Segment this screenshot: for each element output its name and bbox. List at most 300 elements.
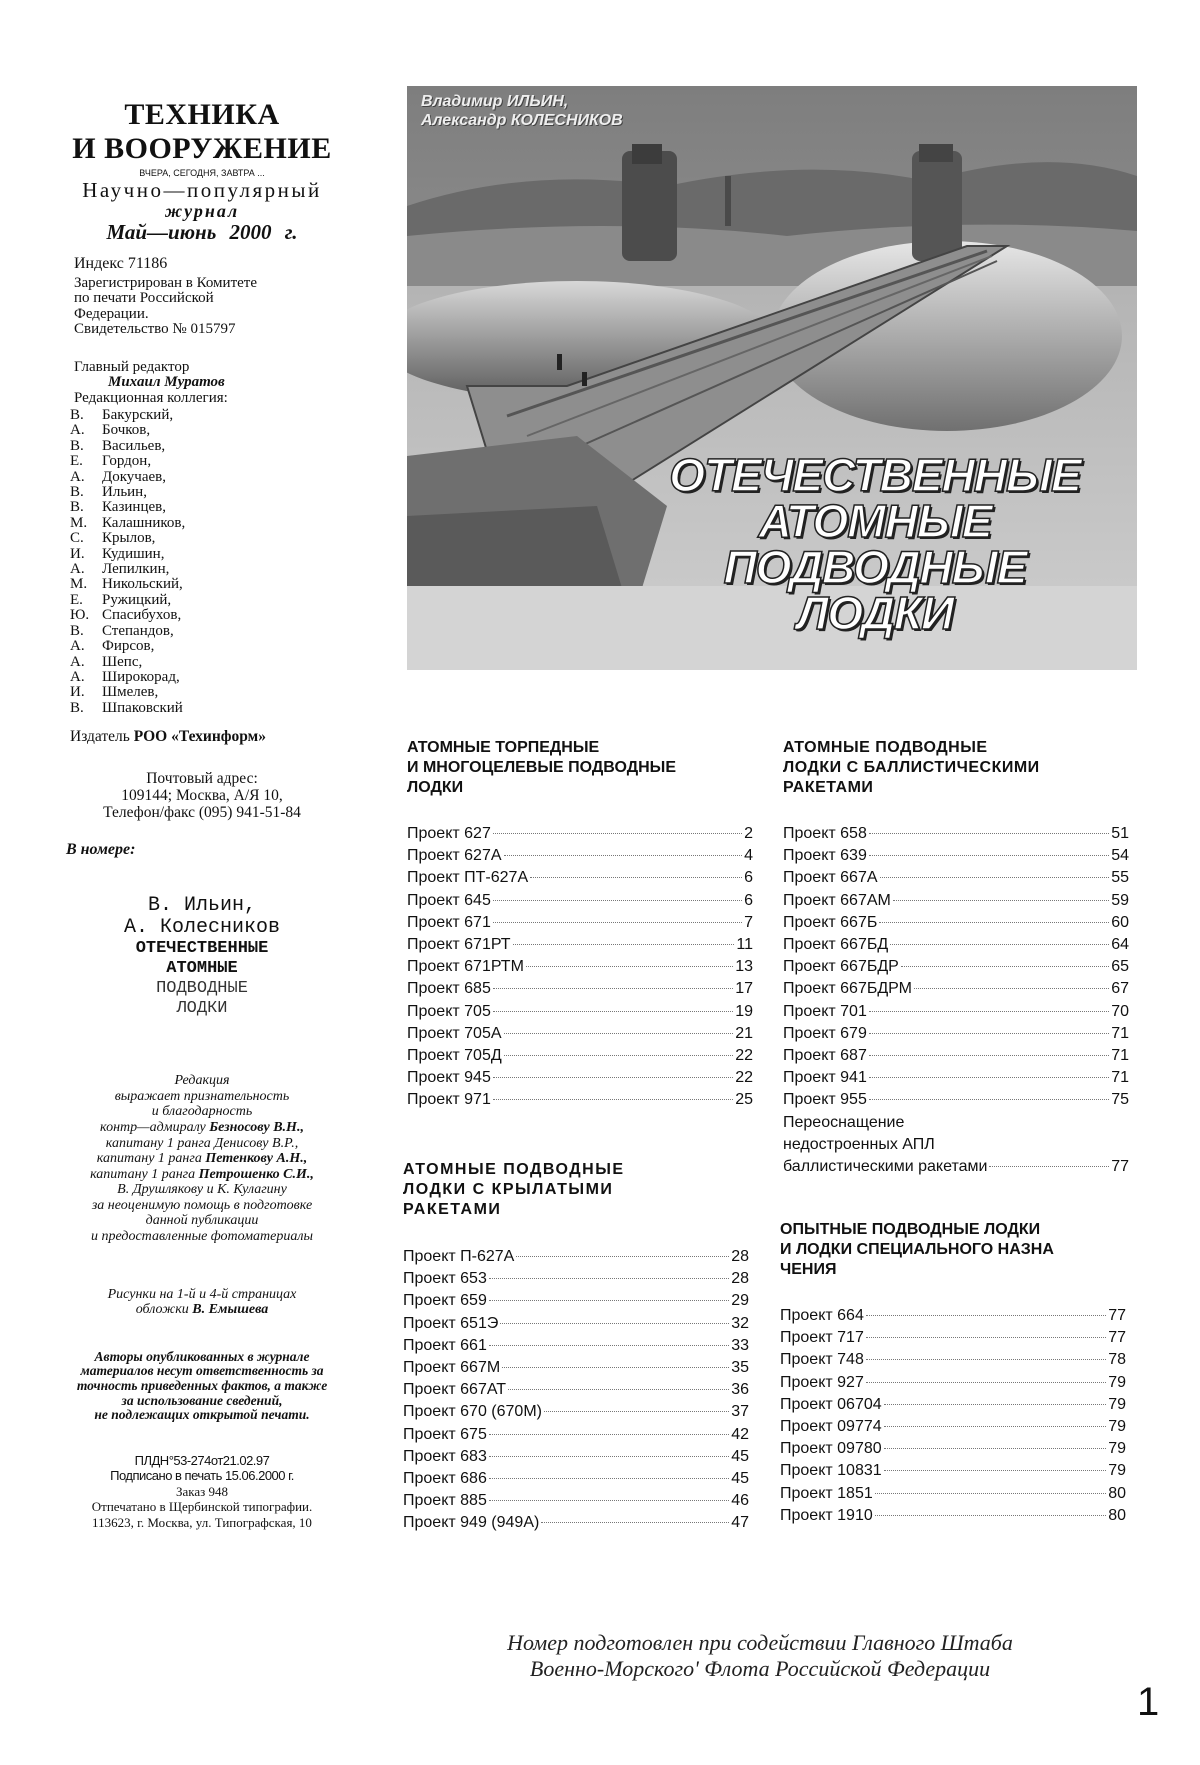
- board-member: [70, 593, 352, 608]
- toc-item-page: 71: [1111, 1047, 1129, 1065]
- toc-heading-line: ЛОДКИ С БАЛЛИСТИЧЕСКИМИ: [783, 759, 1040, 776]
- board-member-name: Гордон,: [102, 453, 152, 470]
- board-member: [70, 500, 352, 515]
- toc-leader: [901, 966, 1109, 967]
- registration-line: по печати Российской: [74, 290, 214, 306]
- toc-item: [403, 1424, 749, 1446]
- toc-leader: [893, 900, 1109, 901]
- board-member-initial: М.: [70, 576, 88, 593]
- credit-line: Рисунки на 1-й и 4-й страницах: [107, 1286, 297, 1302]
- toc-item-label: Проект 10831: [780, 1462, 882, 1480]
- toc-item-label: Проект 667АМ: [783, 891, 891, 909]
- toc-item: [783, 978, 1129, 1000]
- toc-item-page: 79: [1108, 1440, 1126, 1458]
- toc-item: [783, 845, 1129, 867]
- toc-item: [403, 1379, 749, 1401]
- toc-item-page: 54: [1111, 847, 1129, 865]
- board-member-name: Шпаковский: [102, 699, 183, 716]
- toc-heading-line: ЧЕНИЯ: [780, 1261, 837, 1278]
- magazine-tagline: ВЧЕРА, СЕГОДНЯ, ЗАВТРА ...: [139, 168, 265, 178]
- board-member-name: Крылов,: [102, 530, 156, 547]
- board-member-initial: В.: [70, 437, 84, 454]
- postal-label: Почтовый адрес:: [146, 770, 258, 788]
- toc-heading-line: АТОМНЫЕ ПОДВОДНЫЕ: [403, 1161, 625, 1178]
- toc-item-page: 35: [731, 1359, 749, 1377]
- toc-item-page: 79: [1108, 1373, 1126, 1391]
- toc-leader: [875, 1493, 1106, 1494]
- imprint: [52, 1453, 352, 1531]
- toc-item-page: 79: [1108, 1395, 1126, 1413]
- thanks-name: Безносову В.Н.,: [209, 1119, 304, 1135]
- board-member: [70, 624, 352, 639]
- thanks-name: Петрошенко С.И.,: [198, 1166, 314, 1182]
- postal-address: [52, 770, 352, 821]
- toc-item: [783, 956, 1129, 978]
- toc-item-label: Проект 09780: [780, 1440, 882, 1458]
- board-member: [70, 531, 352, 546]
- board-member-initial: В.: [70, 499, 84, 516]
- cover-title-line: АТОМНЫЕ: [758, 495, 992, 547]
- toc-item-label: Проект 679: [783, 1024, 867, 1042]
- board-label: Редакционная коллегия:: [74, 389, 228, 406]
- registration-line: Федерации.: [74, 305, 149, 322]
- toc-item: [780, 1460, 1126, 1482]
- toc-heading-cruise: [403, 1160, 763, 1220]
- board-member: [70, 439, 352, 454]
- toc-item-label: Проект 09774: [780, 1418, 882, 1436]
- thanks-line: за неоценимую помощь в подготовке: [91, 1197, 313, 1213]
- toc-item-label: Проект 1851: [780, 1484, 873, 1502]
- toc-leader: [875, 1515, 1106, 1516]
- magazine-title-line1: ТЕХНИКА: [124, 98, 280, 131]
- toc-item: [403, 1335, 749, 1357]
- publisher: [70, 728, 352, 746]
- toc-item: [403, 1468, 749, 1490]
- board-member-name: Широкорад,: [102, 668, 180, 685]
- toc-item-label: Проект 653: [403, 1270, 487, 1288]
- toc-leader: [914, 988, 1109, 989]
- issue-date: Май—июнь 2000 г.: [106, 220, 298, 244]
- toc-item-label: Проект 664: [780, 1307, 864, 1324]
- toc-item-page: 78: [1108, 1351, 1126, 1369]
- toc-item: [407, 823, 753, 845]
- footer-note: [440, 1630, 1080, 1682]
- toc-item-label: Проект 748: [780, 1351, 864, 1369]
- toc-item-label: Проект 927: [780, 1373, 864, 1391]
- toc-item-label: Проект П-627А: [403, 1248, 515, 1265]
- toc-heading-line: И МНОГОЦЕЛЕВЫЕ ПОДВОДНЫЕ: [407, 759, 676, 776]
- toc-item-refit: [783, 1112, 1129, 1178]
- toc-leader: [489, 1434, 729, 1435]
- toc-leader: [504, 1033, 734, 1034]
- magazine-subtitle-journal: журнал: [164, 201, 240, 221]
- cover-authors: [421, 92, 623, 130]
- toc-item-label: Проект 955: [783, 1091, 867, 1109]
- toc-item-label: Проект 667АТ: [403, 1381, 507, 1399]
- toc-item: [780, 1372, 1126, 1394]
- thanks-text: контр—адмиралу: [100, 1119, 206, 1135]
- toc-item: [783, 890, 1129, 912]
- toc-item-page: 55: [1111, 869, 1129, 887]
- board-member-initial: В.: [70, 699, 84, 716]
- toc-item: [780, 1483, 1126, 1505]
- toc-leader: [502, 1367, 729, 1368]
- disclaimer-line: точность приведенных фактов, а также: [76, 1378, 328, 1394]
- toc-item: [783, 934, 1129, 956]
- in-issue-label: В номере:: [66, 841, 136, 859]
- toc-item-label: Проект 705: [407, 1002, 491, 1020]
- toc-item-page: 36: [731, 1381, 749, 1399]
- toc-item-label: Проект 675: [403, 1425, 487, 1443]
- toc-item-label: Проект 685: [407, 980, 491, 998]
- toc-item-label: недостроенных АПЛ: [783, 1136, 935, 1153]
- board-member-initial: А.: [70, 468, 85, 485]
- toc-leader: [526, 966, 733, 967]
- toc-item-page: 71: [1111, 1024, 1129, 1042]
- board-member-initial: И.: [70, 684, 85, 701]
- toc-item-page: 51: [1111, 825, 1129, 842]
- thanks-text: капитану 1 ранга: [90, 1166, 196, 1182]
- toc-list-special: [780, 1305, 1126, 1527]
- toc-item: [407, 867, 753, 889]
- toc-item-page: 75: [1111, 1091, 1129, 1109]
- thanks-line: [52, 1151, 352, 1167]
- board-member-initial: Е.: [70, 453, 83, 470]
- board-member-name: Кудишин,: [102, 545, 165, 562]
- disclaimer-line: за использование сведений,: [121, 1392, 283, 1408]
- toc-item: [407, 912, 753, 934]
- toc-item: [403, 1246, 749, 1268]
- cover-title-line: ЛОДКИ: [796, 587, 954, 639]
- toc-item-label: Проект 1910: [780, 1506, 873, 1524]
- board-member: [70, 608, 352, 623]
- toc-leader: [866, 1315, 1106, 1316]
- toc-item-page: 19: [735, 1002, 753, 1020]
- footer-line: Номер подготовлен при содействии Главного Штаба: [507, 1630, 1013, 1655]
- toc-item-label: Проект 671РТМ: [407, 958, 524, 976]
- toc-item: [407, 934, 753, 956]
- toc-list-torpedo: [407, 823, 753, 1112]
- toc-leader: [508, 1389, 729, 1390]
- toc-item-label: Проект 645: [407, 891, 491, 909]
- toc-item-page: 60: [1111, 913, 1129, 931]
- toc-leader: [869, 1033, 1109, 1034]
- disclaimer-line: Авторы опубликованных в журнале: [94, 1348, 310, 1364]
- toc-item-page: 79: [1108, 1462, 1126, 1480]
- toc-item-label: Проект 670 (670М): [403, 1403, 542, 1421]
- cover-author-line: Александр КОЛЕСНИКОВ: [421, 112, 623, 129]
- toc-item-label: Проект 885: [403, 1492, 487, 1510]
- editorial-block: [74, 360, 352, 407]
- toc-item-page: 17: [735, 980, 753, 998]
- toc-item-page: 70: [1111, 1002, 1129, 1020]
- toc-heading-line: ОПЫТНЫЕ ПОДВОДНЫЕ ЛОДКИ: [780, 1221, 1041, 1238]
- toc-leader: [869, 855, 1109, 856]
- board-member: [70, 655, 352, 670]
- board-member-initial: А.: [70, 668, 85, 685]
- toc-leader: [869, 833, 1109, 834]
- thanks-text: капитану 1 ранга: [96, 1151, 202, 1167]
- board-member-initial: В.: [70, 622, 84, 639]
- toc-leader: [489, 1456, 729, 1457]
- board-member-initial: А.: [70, 653, 85, 670]
- toc-leader: [493, 900, 742, 901]
- toc-item: [783, 912, 1129, 934]
- credit-text: обложки: [135, 1302, 189, 1318]
- credit-line: [52, 1302, 352, 1318]
- toc-item: [783, 823, 1129, 845]
- board-member-name: Васильев,: [102, 437, 166, 454]
- acknowledgements: [52, 1073, 352, 1245]
- board-member-initial: Е.: [70, 591, 83, 608]
- toc-item: [403, 1313, 749, 1335]
- board-member-name: Калашников,: [102, 514, 186, 531]
- board-member: [70, 670, 352, 685]
- board-member-name: Ильин,: [102, 484, 147, 501]
- board-member-initial: В.: [70, 484, 84, 501]
- board-member-initial: Ю.: [70, 607, 90, 624]
- toc-item-page: 2: [744, 825, 753, 842]
- toc-item-page: 32: [731, 1314, 749, 1332]
- board-member: [70, 562, 352, 577]
- toc-item: [403, 1446, 749, 1468]
- board-member: [70, 423, 352, 438]
- toc-heading-line: ЛОДКИ: [407, 779, 464, 796]
- thanks-line: [52, 1167, 352, 1183]
- toc-item-label: Проект 686: [403, 1470, 487, 1488]
- board-member-name: Никольский,: [102, 576, 183, 593]
- toc-item: [403, 1290, 749, 1312]
- toc-leader: [989, 1166, 1109, 1167]
- toc-item-label: Проект 949 (949А): [403, 1514, 540, 1532]
- toc-item-page: 45: [731, 1470, 749, 1488]
- toc-item-page: 65: [1111, 958, 1129, 976]
- toc-leader: [866, 1337, 1106, 1338]
- toc-leader: [884, 1470, 1107, 1471]
- board-member-name: Бочков,: [102, 422, 151, 439]
- toc-item: [403, 1512, 749, 1534]
- toc-item-label: Проект 671РТ: [407, 936, 511, 954]
- toc-item-page: 6: [744, 869, 753, 887]
- thanks-line: Редакция: [174, 1073, 230, 1089]
- toc-leader: [880, 877, 1110, 878]
- toc-item-page: 80: [1108, 1506, 1126, 1524]
- toc-item: [783, 1045, 1129, 1067]
- thanks-line: капитану 1 ранга Денисову В.Р.,: [105, 1135, 299, 1151]
- magazine-title-line2: И ВООРУЖЕНИЕ: [72, 132, 332, 165]
- toc-item-page: 11: [736, 936, 753, 954]
- board-member: [70, 639, 352, 654]
- toc-item-page: 28: [731, 1248, 749, 1265]
- toc-item-page: 59: [1111, 891, 1129, 909]
- toc-heading-torpedo: [407, 738, 767, 798]
- toc-heading-line: АТОМНЫЕ ТОРПЕДНЫЕ: [407, 739, 600, 756]
- toc-heading-line: И ЛОДКИ СПЕЦИАЛЬНОГО НАЗНА: [780, 1241, 1054, 1258]
- toc-leader: [493, 988, 733, 989]
- board-member-initial: И.: [70, 545, 85, 562]
- toc-item-page: 13: [735, 958, 753, 976]
- board-member-name: Лепилкин,: [102, 561, 170, 578]
- toc-item-label: Проект 639: [783, 847, 867, 865]
- board-member-initial: А.: [70, 422, 85, 439]
- toc-item-page: 46: [731, 1492, 749, 1510]
- toc-leader: [493, 1077, 733, 1078]
- toc-item-label: Проект 661: [403, 1336, 487, 1354]
- toc-item-page: 67: [1111, 980, 1129, 998]
- thanks-line: данной публикации: [145, 1213, 259, 1229]
- board-member-initial: В.: [70, 407, 84, 423]
- toc-item-label: Проект ПТ-627А: [407, 869, 529, 887]
- toc-item-label: Проект 701: [783, 1002, 867, 1020]
- toc-item-page: 80: [1108, 1484, 1126, 1502]
- toc-item-label: Проект 671: [407, 913, 491, 931]
- in-issue-title: ЛОДКИ: [176, 999, 228, 1019]
- toc-item-label: Проект 667М: [403, 1359, 501, 1377]
- toc-item: [407, 1067, 753, 1089]
- toc-item: [780, 1416, 1126, 1438]
- imprint-line: Заказ 948: [175, 1483, 229, 1499]
- toc-item-page: 4: [744, 847, 753, 865]
- toc-item: [403, 1401, 749, 1423]
- board-member-name: Докучаев,: [102, 468, 166, 485]
- toc-item: [407, 890, 753, 912]
- thanks-line: В. Друшлякову и К. Кулагину: [117, 1182, 287, 1198]
- toc-item: [407, 1023, 753, 1045]
- chief-editor-name: Михаил Муратов: [108, 374, 225, 390]
- toc-item-label: Проект 687: [783, 1047, 867, 1065]
- toc-leader: [489, 1345, 729, 1346]
- toc-item-page: 37: [731, 1403, 749, 1421]
- cover-title-line: ПОДВОДНЫЕ: [723, 541, 1027, 593]
- toc-item: [407, 956, 753, 978]
- cover-photo: [407, 86, 1137, 670]
- toc-item: [403, 1490, 749, 1512]
- editorial-board-list: [70, 408, 352, 716]
- subscription-index: Индекс 71186: [74, 255, 168, 272]
- toc-leader: [869, 1055, 1109, 1056]
- chief-editor-label: Главный редактор: [74, 358, 190, 375]
- toc-leader: [530, 877, 742, 878]
- toc-item-label: Проект 941: [783, 1069, 867, 1087]
- toc-item: [783, 1089, 1129, 1111]
- toc-item-label: Проект 06704: [780, 1395, 882, 1413]
- toc-item: [783, 1156, 1129, 1178]
- toc-item-page: 77: [1108, 1329, 1126, 1347]
- board-member-name: Фирсов,: [102, 638, 155, 655]
- toc-item-page: 79: [1108, 1418, 1126, 1436]
- imprint-line: Подписано в печать 15.06.2000 г.: [110, 1468, 294, 1484]
- board-member: [70, 485, 352, 500]
- board-member-name: Спасибухов,: [102, 607, 182, 624]
- page-number: 1: [1137, 1680, 1160, 1724]
- in-issue-title: ОТЕЧЕСТВЕННЫЕ: [135, 939, 269, 959]
- in-issue-author: В. Ильин,: [147, 894, 257, 918]
- toc-leader: [884, 1426, 1107, 1427]
- board-member-initial: М.: [70, 514, 88, 531]
- imprint-line: 113623, г. Москва, ул. Типографская, 10: [92, 1514, 312, 1530]
- toc-item-label: Проект 651Э: [403, 1314, 499, 1332]
- toc-item-label: Проект 945: [407, 1069, 491, 1087]
- toc-item-page: 77: [1108, 1307, 1126, 1324]
- toc-item: [780, 1305, 1126, 1327]
- toc-item: [783, 1023, 1129, 1045]
- toc-item-page: 33: [731, 1336, 749, 1354]
- toc-item-label: Проект 627А: [407, 847, 502, 865]
- board-member-name: Бакурский,: [102, 407, 174, 423]
- board-member: [70, 701, 352, 716]
- toc-item: [407, 1045, 753, 1067]
- toc-heading-line: РАКЕТАМИ: [783, 779, 874, 796]
- toc-item-page: 45: [731, 1447, 749, 1465]
- toc-item-page: 25: [735, 1091, 753, 1109]
- thanks-line: [52, 1120, 352, 1136]
- imprint-line: Отпечатано в Щербинской типографии.: [91, 1499, 313, 1515]
- board-member: [70, 685, 352, 700]
- toc-leader: [500, 1323, 729, 1324]
- registration-line: Зарегистрирован в Комитете: [74, 274, 258, 291]
- toc-leader: [541, 1522, 729, 1523]
- toc-item: [783, 1001, 1129, 1023]
- toc-leader: [489, 1300, 729, 1301]
- toc-item: [783, 867, 1129, 889]
- board-member: [70, 547, 352, 562]
- board-member-initial: А.: [70, 638, 85, 655]
- registration-line: Свидетельство № 015797: [74, 321, 236, 337]
- toc-item-label: Проект 683: [403, 1447, 487, 1465]
- toc-item: [780, 1438, 1126, 1460]
- cover-title: [625, 449, 1125, 639]
- in-issue-title: АТОМНЫЕ: [166, 959, 238, 979]
- board-member-name: Шепс,: [102, 653, 143, 670]
- toc-leader: [504, 1055, 734, 1056]
- toc-item-label: Проект 971: [407, 1091, 491, 1109]
- toc-leader: [869, 1011, 1109, 1012]
- toc-item-page: 77: [1111, 1158, 1129, 1175]
- toc-item: [403, 1268, 749, 1290]
- toc-leader: [516, 1256, 729, 1257]
- toc-leader: [513, 944, 735, 945]
- board-member: [70, 470, 352, 485]
- cover-author-line: Владимир ИЛЬИН,: [421, 93, 569, 110]
- toc-item-page: 21: [735, 1024, 753, 1042]
- toc-leader: [493, 1099, 733, 1100]
- cover-title-line: ОТЕЧЕСТВЕННЫЕ: [669, 449, 1081, 501]
- credit-name: В. Емышева: [192, 1302, 269, 1318]
- toc-item: [780, 1327, 1126, 1349]
- toc-item-label: Проект 659: [403, 1292, 487, 1310]
- imprint-line: ПЛДН°53-274от21.02.97: [134, 1452, 270, 1468]
- board-member: [70, 577, 352, 592]
- toc-item-label: Проект 658: [783, 825, 867, 842]
- board-member: [70, 516, 352, 531]
- toc-heading-line: ЛОДКИ С КРЫЛАТЫМИ: [403, 1181, 614, 1198]
- board-member: [70, 408, 352, 423]
- toc-item-page: 22: [735, 1047, 753, 1065]
- postal-address-line: 109144; Москва, А/Я 10,: [121, 787, 283, 805]
- toc-leader: [493, 1011, 733, 1012]
- footer-line: Военно-Морского' Флота Российской Федерации: [529, 1656, 991, 1681]
- toc-leader: [866, 1382, 1106, 1383]
- toc-item-page: 71: [1111, 1069, 1129, 1087]
- toc-heading-special: [780, 1220, 1140, 1280]
- toc-item-label: Проект 667Б: [783, 913, 878, 931]
- toc-item-label: Проект 667БДРМ: [783, 980, 912, 998]
- toc-item: [407, 1001, 753, 1023]
- toc-item-page: 28: [731, 1270, 749, 1288]
- masthead-column: [52, 98, 352, 1530]
- toc-leader: [489, 1500, 729, 1501]
- phone-fax: Телефон/факс (095) 941-51-84: [103, 804, 301, 822]
